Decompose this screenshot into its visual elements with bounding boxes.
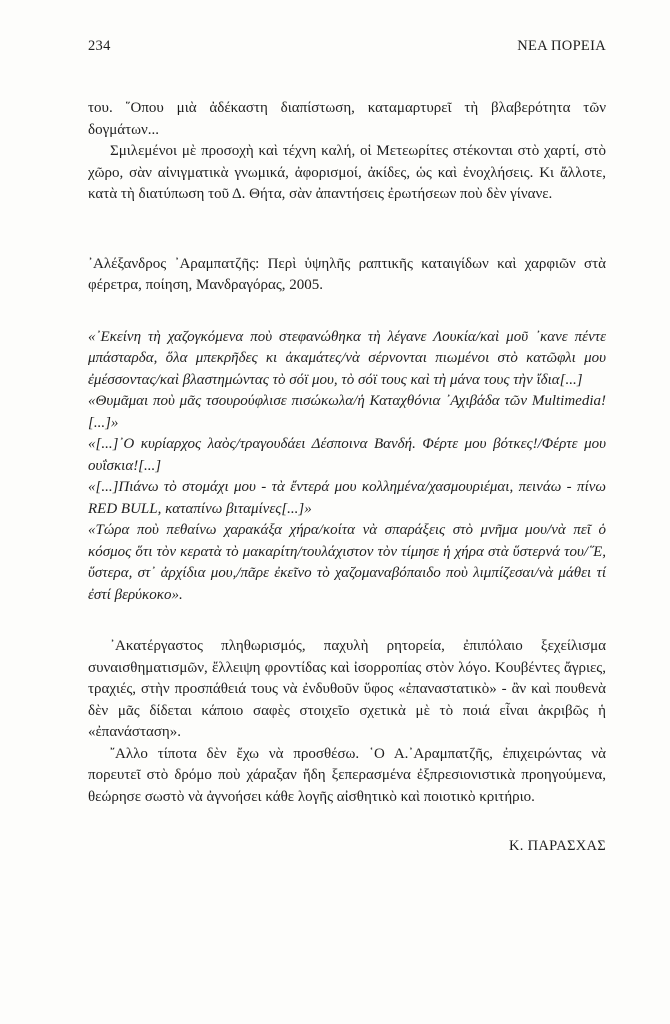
page <box>88 38 606 855</box>
running-header <box>88 38 606 55</box>
quoted-excerpts <box>88 327 606 607</box>
quote: «᾿Εκείνη τὴ χαζογκόμενα ποὺ στεφανώθηκα τὴ λέγανε Λουκία/καὶ μοῦ ᾿κανε πέντε μπάσταρδα, ὅλα μπεκρῆδες κι ἀκαμάτες/νὰ σέρνονται πιωμένοι στὸ κατῶφλι μου ἐμέσσοντας/καὶ βλαστημώντας τὸ σόϊ μου, τὸ σόϊ τους καὶ τὴ μάνα τους τὴν ἴδια[...] <box>88 328 606 388</box>
quote: «[...]Πιάνω τὸ στομάχι μου - τὰ ἔντερά μου κολλημένα/χασμουριέμαι, πεινάω - πίνω RED BULL, καταπίνω βιταμίνες[...]» <box>88 479 606 517</box>
quote: «Θυμᾶμαι ποὺ μᾶς τσουρούφλισε πισώκωλα/ἡ Καταχθόνια ᾿Αχιβάδα τῶν Multimedia![...]» <box>88 393 606 431</box>
book-citation: ᾿Αλέξανδρος ᾿Αραμπατζῆς: Περὶ ὑψηλῆς ραπτικῆς καταιγίδων καὶ χαρφιῶν στὰ φέρετρα, ποίηση, Μανδραγόρας, 2005. <box>88 255 606 293</box>
paragraph-continuation: του. ῞Οπου μιὰ ἀδέκαστη διαπίστωση, καταμαρτυρεῖ τὴ βλαβερότητα τῶν δογμάτων... <box>88 100 606 138</box>
paragraph: Σμιλεμένοι μὲ προσοχὴ καὶ τέχνη καλή, οἱ Μετεωρίτες στέκονται στὸ χαρτί, στὸ χῶρο, σὰν αἰνιγματικὰ γνωμικά, ἀφορισμοί, ἀκίδες, ὡς καὶ ἐνοχλήσεις. Κι ἄλλοτε, κατὰ τὴ διατύπωση τοῦ Δ. Θήτα, σὰν ἀπαντήσεις ἐρωτήσεων ποὺ δὲν γίνανε. <box>88 143 606 202</box>
journal-title: ΝΕΑ ΠΟΡΕΙΑ <box>517 38 606 54</box>
quote: «Τώρα ποὺ πεθαίνω χαρακάξα χήρα/κοίτα νὰ σπαράξεις στὸ μνῆμα μου/νὰ πεῖ ὁ κόσμος ὅτι τὸν κερατὰ τὸ μακαρίτη/τουλάχιστον τὸν τίμησε ἡ χήρα στὰ ὕστερνά του/῞Ε, ὕστερα, στ᾿ ἀρχίδια μου,/πᾶρε ἐκεῖνο τὸ χαζομαναβόπαιδο ποὺ λιμπίζεσαι/νὰ μάθει τί ἐστί βερύκοκο». <box>88 522 606 603</box>
page-number: 234 <box>88 38 111 54</box>
paragraph: ᾿Ακατέργαστος πληθωρισμός, παχυλὴ ρητορεία, ἐπιπόλαιο ξεχείλισμα συναισθηματισμῶν, ἔλλειψη φροντίδας καὶ ἰσορροπίας στὸν λόγο. Κουβέντες ἄγριες, τραχιές, στὴν προσπάθειά τους νὰ ἐνδυθοῦν ὕφος «ἐπαναστατικὸ» - ἂν καὶ πουθενὰ δὲν μᾶς δίδεται κάποιο σαφὲς στοιχεῖο σχετικὰ μὲ τὸ ποιά εἶναι ἀκριβῶς ἡ «ἐπανάσταση». <box>88 638 606 740</box>
paragraph: ῎Αλλο τίποτα δὲν ἔχω νὰ προσθέσω. ῾Ο Α.᾿Αραμπατζῆς, ἐπιχειρώντας νὰ πορευτεῖ στὸ δρόμο ποὺ χάραξαν ἤδη ξεπερασμένα ἐξπρεσιονιστικὰ προηγούμενα, θεώρησε σωστὸ νὰ ἀγνοήσει κάθε λογῆς αἰσθητικὸ καὶ ποιοτικὸ κριτήριο. <box>88 745 606 805</box>
quote: «[...]᾿Ο κυρίαρχος λαὸς/τραγουδάει Δέσποινα Βανδή. Φέρτε μου βότκες!/Φέρτε μου ουΐσκια![...] <box>88 436 606 474</box>
author-signature: Κ. ΠΑΡΑΣΧΑΣ <box>508 838 606 854</box>
